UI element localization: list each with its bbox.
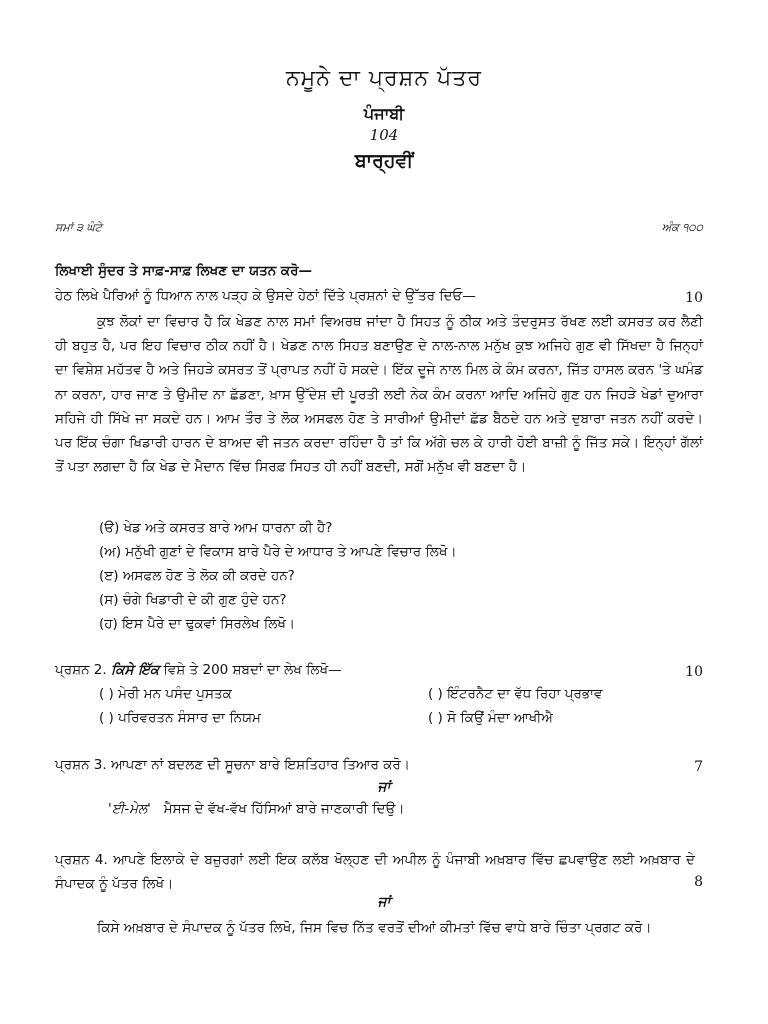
q3-marks: 7 [694, 759, 703, 775]
q1-sub-question: (ਅ) ਮਨੁੱਖੀ ਗੁਣਾਂ ਦੇ ਵਿਕਾਸ ਬਾਰੇ ਪੈਰੇ ਦੇ ਆਧਾਰ ਤੇ ਆਪਣੇ ਵਿਚਾਰ ਲਿਖੋ। [99, 544, 457, 560]
q2-option: ( ) ਪਰਿਵਰਤਨ ਸੰਸਾਰ ਦਾ ਨਿਯਮ [99, 710, 261, 726]
q2-emphasis: ਕਿਸੇ ਇੱਕ [110, 662, 160, 678]
q2-label: ਪ੍ਰਸ਼ਨ 2. [55, 662, 107, 678]
q2-option: ( ) ਮੇਰੀ ਮਨ ਪਸੰਦ ਪੁਸਤਕ [99, 686, 232, 702]
subject-name: ਪੰਜਾਬੀ [363, 104, 405, 123]
paper-title: ਨਮੂਨੇ ਦਾ ਪ੍ਰਸ਼ਨ ਪੱਤਰ [286, 66, 482, 91]
q4-or: ਜਾਂ [377, 894, 391, 910]
q3-alternative [108, 801, 404, 817]
q3-or: ਜਾਂ [377, 779, 391, 795]
q3-alt-text: ਮੈਸਜ ਦੇ ਵੱਖ-ਵੱਖ ਹਿੱਸਿਆਂ ਬਾਰੇ ਜਾਣਕਾਰੀ ਦਿਉ। [163, 801, 405, 817]
class-name: ਬਾਰ੍ਹਵੀਂ [354, 150, 414, 172]
q3-email-term: 'ਈ-ਮੇਲ' [108, 801, 151, 817]
q1-marks: 10 [685, 290, 703, 306]
max-marks: ਅੰਕ ੧੦੦ [661, 221, 703, 234]
time-allowed: ਸਮਾਂ ੩ ਘੰਟੇ [55, 221, 102, 234]
subject-code: 104 [369, 126, 399, 144]
q2-marks: 10 [685, 664, 703, 680]
q1-sub-question: (ਸ) ਚੰਗੇ ਖਿਡਾਰੀ ਦੇ ਕੀ ਗੁਣ ਹੁੰਦੇ ਹਨ? [99, 592, 287, 608]
q2-instruction: ਵਿਸ਼ੇ ਤੇ 200 ਸ਼ਬਦਾਂ ਦਾ ਲੇਖ ਲਿਖੋ— [163, 662, 342, 678]
q3-prompt: ਪ੍ਰਸ਼ਨ 3. ਆਪਣਾ ਨਾਂ ਬਦਲਣ ਦੀ ਸੂਚਨਾ ਬਾਰੇ ਇਸ਼ਤਿਹਾਰ ਤਿਆਰ ਕਰੋ। [55, 757, 410, 773]
q2-option: ( ) ਇੰਟਰਨੈਟ ਦਾ ਵੱਧ ਰਿਹਾ ਪ੍ਰਭਾਵ [428, 686, 603, 702]
q1-sub-question: (ਹ) ਇਸ ਪੈਰੇ ਦਾ ਢੁਕਵਾਂ ਸਿਰਲੇਖ ਲਿਖੋ। [99, 616, 295, 632]
q4-alternative: ਕਿਸੇ ਅਖ਼ਬਾਰ ਦੇ ਸੰਪਾਦਕ ਨੂੰ ਪੱਤਰ ਲਿਖੋ, ਜਿਸ ਵਿਚ ਨਿੱਤ ਵਰਤੋਂ ਦੀਆਂ ਕੀਮਤਾਂ ਵਿੱਚ ਵਾਧੇ ਬਾਰੇ ਚਿੰਤਾ ਪ੍ਰਗਟ ਕਰੋ। [97, 920, 652, 936]
q1-passage: ਕੁਝ ਲੋਕਾਂ ਦਾ ਵਿਚਾਰ ਹੈ ਕਿ ਖੇਡਣ ਨਾਲ ਸਮਾਂ ਵਿਅਰਥ ਜਾਂਦਾ ਹੈ ਸਿਹਤ ਨੂੰ ਠੀਕ ਅਤੇ ਤੰਦਰੁਸਤ ਰੱਖਣ ਲਈ ਕਸਰਤ ਕਰ ਲੈਣੀ ਹੀ ਬਹੁਤ ਹੈ, ਪਰ ਇਹ ਵਿਚਾਰ ਠੀਕ ਨਹੀਂ ਹੈ। ਖੇਡਣ ਨਾਲ ਸਿਹਤ ਬਣਾਉਣ ਦੇ ਨਾਲ-ਨਾਲ ਮਨੁੱਖ ਕੁਝ ਅਜਿਹੇ ਗੁਣ ਵੀ ਸਿੱਖਦਾ ਹੈ ਜਿਨ੍ਹਾਂ ਦਾ ਵਿਸ਼ੇਸ਼ ਮਹੱਤਵ ਹੈ ਅਤੇ ਜਿਹੜੇ ਕਸਰਤ ਤੋਂ ਪ੍ਰਾਪਤ ਨਹੀਂ ਹੋ ਸਕਦੇ। ਇੱਕ ਦੂਜੇ ਨਾਲ ਮਿਲ ਕੇ ਕੰਮ ਕਰਨਾ, ਜਿੱਤ ਹਾਸਲ ਕਰਨ 'ਤੇ ਘਮੰਡ ਨਾ ਕਰਨਾ, ਹਾਰ ਜਾਣ ਤੇ ਉਮੀਦ ਨਾ ਛੱਡਣਾ, ਖ਼ਾਸ ਉੱਦੇਸ਼ ਦੀ ਪੂਰਤੀ ਲਈ ਨੇਕ ਕੰਮ ਕਰਨਾ ਆਦਿ ਅਜਿਹੇ ਗੁਣ ਹਨ ਜਿਹੜੇ ਖੇਡਾਂ ਦੁਆਰਾ ਸਹਿਜੇ ਹੀ ਸਿੱਖੇ ਜਾ ਸਕਦੇ ਹਨ। ਆਮ ਤੌਰ ਤੇ ਲੋਕ ਅਸਫਲ ਹੋਣ ਤੇ ਸਾਰੀਆਂ ਉਮੀਦਾਂ ਛੱਡ ਬੈਠਦੇ ਹਨ ਅਤੇ ਦੁਬਾਰਾ ਜਤਨ ਨਹੀਂ ਕਰਦੇ। ਪਰ ਇੱਕ ਚੰਗਾ ਖਿਡਾਰੀ ਹਾਰਨ ਦੇ ਬਾਅਦ ਵੀ ਜਤਨ ਕਰਦਾ ਰਹਿੰਦਾ ਹੈ ਤਾਂ ਕਿ ਅੱਗੇ ਚਲ ਕੇ ਹਾਰੀ ਹੋਈ ਬਾਜ਼ੀ ਨੂੰ ਜਿੱਤ ਸਕੇ। ਇਨ੍ਹਾਂ ਗੱਲਾਂ ਤੋਂ ਪਤਾ ਲਗਦਾ ਹੈ ਕਿ ਖੇਡ ਦੇ ਮੈਦਾਨ ਵਿੱਚ ਸਿਰਫ਼ ਸਿਹਤ ਹੀ ਨਹੀਂ ਬਣਦੀ, ਸਗੋਂ ਮਨੁੱਖ ਵੀ ਬਣਦਾ ਹੈ। [55, 314, 703, 476]
q1-prompt: ਹੇਠ ਲਿਖੇ ਪੈਰਿਆਂ ਨੂੰ ਧਿਆਨ ਨਾਲ ਪੜ੍ਹ ਕੇ ਉਸਦੇ ਹੇਠਾਂ ਦਿੱਤੇ ਪ੍ਰਸ਼ਨਾਂ ਦੇ ਉੱਤਰ ਦਿਓ— [55, 288, 476, 304]
q1-sub-question: (ੲ) ਅਸਫਲ ਹੋਣ ਤੇ ਲੋਕ ਕੀ ਕਰਦੇ ਹਨ? [99, 568, 295, 584]
q2-prompt [55, 662, 342, 678]
q4-prompt: ਪ੍ਰਸ਼ਨ 4. ਆਪਣੇ ਇਲਾਕੇ ਦੇ ਬਜ਼ੁਰਗਾਂ ਲਈ ਇਕ ਕਲੱਬ ਖੋਲ੍ਹਣ ਦੀ ਅਪੀਲ ਨੂੰ ਪੰਜਾਬੀ ਅਖ਼ਬਾਰ ਵਿੱਚ ਛਪਵਾਉਣ ਲਈ ਅਖ਼ਬਾਰ ਦੇ ਸੰਪਾਦਕ ਨੂੰ ਪੱਤਰ ਲਿਖੋ। [55, 852, 695, 893]
instruction: ਲਿਖਾਈ ਸੁੰਦਰ ਤੇ ਸਾਫ਼-ਸਾਫ਼ ਲਿਖਣ ਦਾ ਯਤਨ ਕਰੋ— [55, 263, 312, 279]
q2-option: ( ) ਸੋ ਕਿਉਂ ਮੰਦਾ ਆਖੀਐ [428, 710, 553, 726]
q1-sub-question: (ੳ) ਖੇਡ ਅਤੇ ਕਸਰਤ ਬਾਰੇ ਆਮ ਧਾਰਨਾ ਕੀ ਹੈ? [99, 520, 333, 536]
q4-marks: 8 [694, 874, 703, 890]
